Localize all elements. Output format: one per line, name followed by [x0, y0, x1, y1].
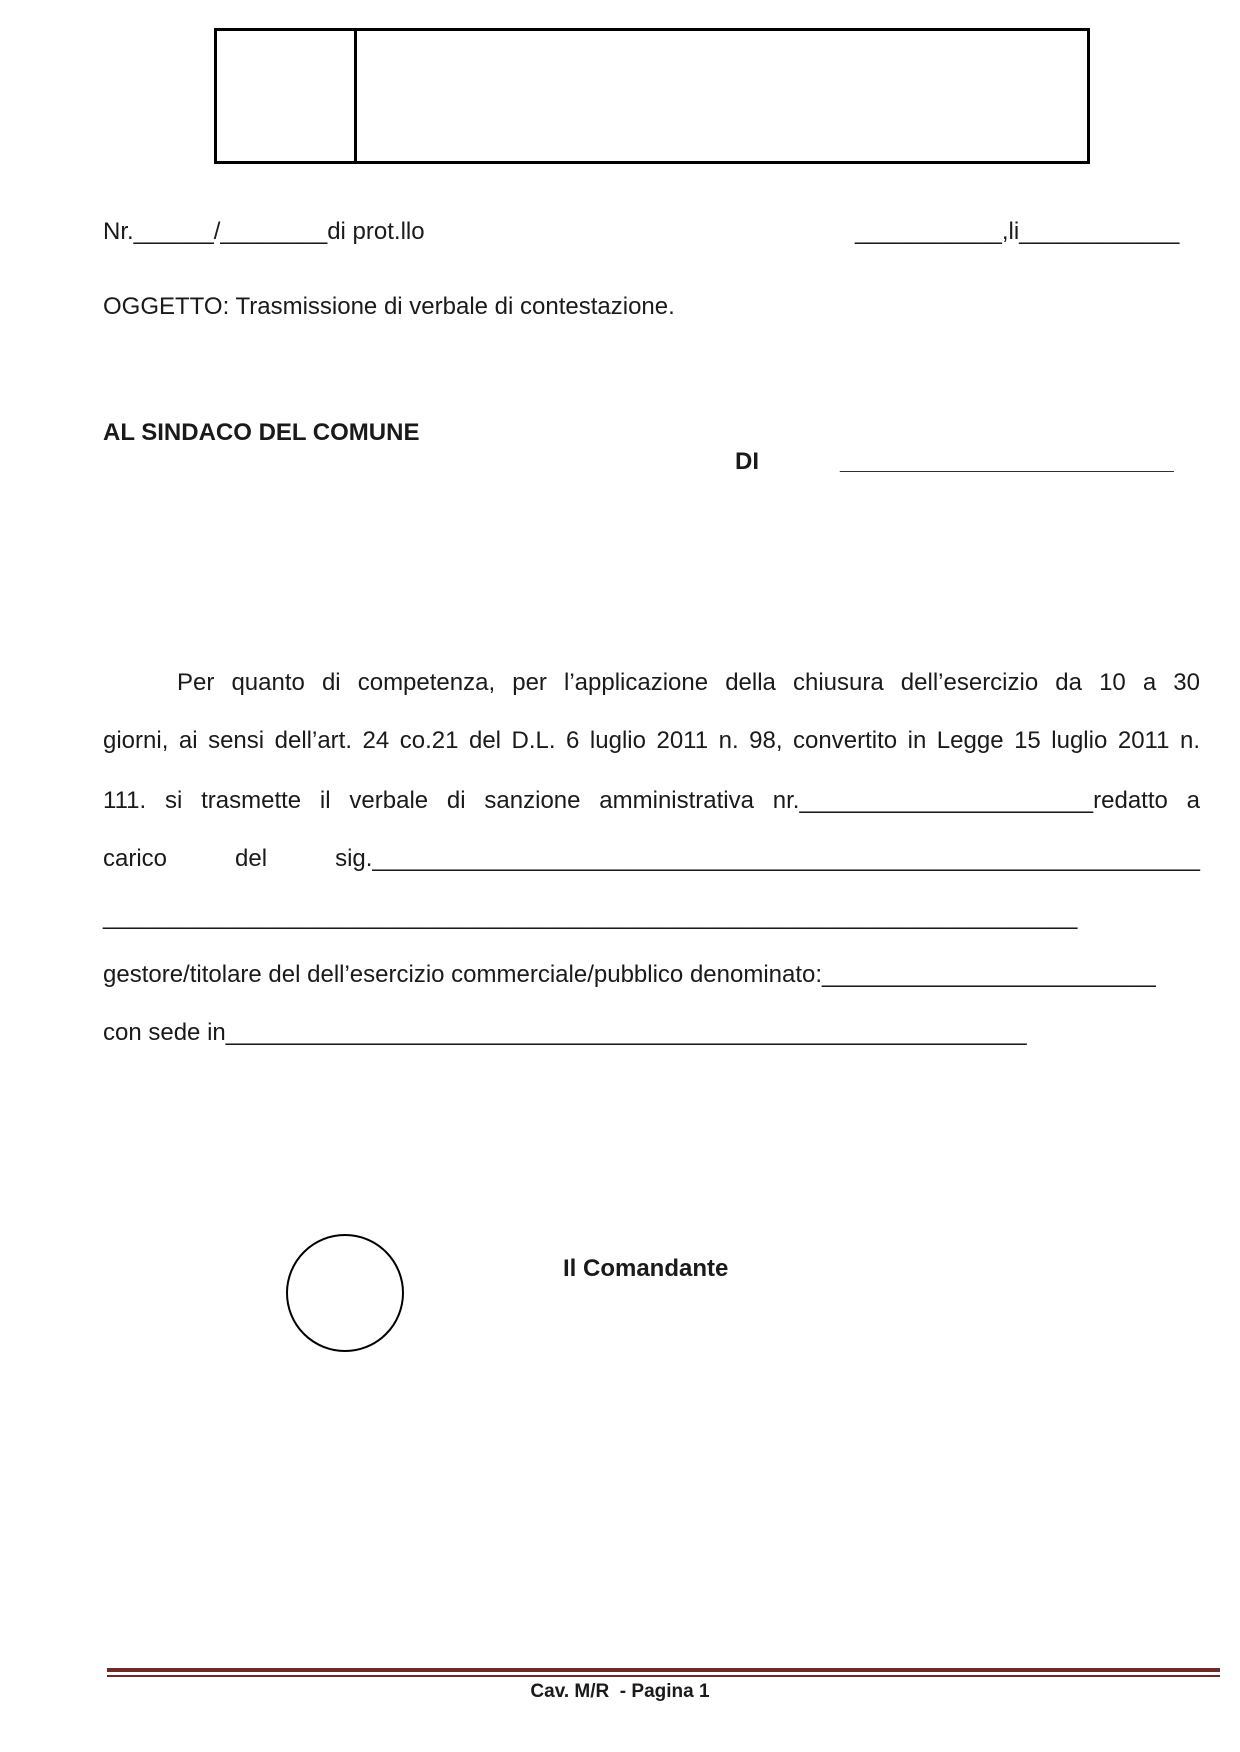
footer-rule [107, 1668, 1220, 1677]
body-line-3: 111. si trasmette il verbale di sanzione amministrativa nr.______________________redatto a [103, 787, 1200, 814]
protocol-number-line: Nr.______/________di prot.llo [103, 218, 425, 245]
body-line-1: Per quanto di competenza, per l’applicazione della chiusura dell’esercizio da 10 a 30 [177, 669, 1200, 696]
body-line-5: _________________________________________________________________________ [103, 903, 1078, 930]
body-line-6: gestore/titolare del dell’esercizio commerciale/pubblico denominato:_________________________ [103, 961, 1156, 988]
recipient-di-label: DI [735, 448, 759, 475]
body-line-7: con sede in____________________________________________________________ [103, 1019, 1027, 1046]
signature-title: Il Comandante [563, 1255, 729, 1282]
page-footer: Cav. M/R - Pagina 1 [530, 1681, 710, 1702]
recipient-title: AL SINDACO DEL COMUNE [103, 419, 420, 446]
header-box [214, 28, 1090, 164]
body-line-4: carico del sig.______________________________________________________________ [103, 845, 1200, 872]
body-line-2: giorni, ai sensi dell’art. 24 co.21 del D.L. 6 luglio 2011 n. 98, convertito in Legge 15 luglio 2011 n. [103, 727, 1200, 754]
subject-line: OGGETTO: Trasmissione di verbale di contestazione. [103, 293, 675, 320]
place-date-line: ___________,li____________ [855, 218, 1180, 245]
header-box-divider [354, 31, 357, 161]
recipient-municipality-blank: _________________________ [840, 448, 1174, 475]
stamp-circle [286, 1234, 404, 1352]
